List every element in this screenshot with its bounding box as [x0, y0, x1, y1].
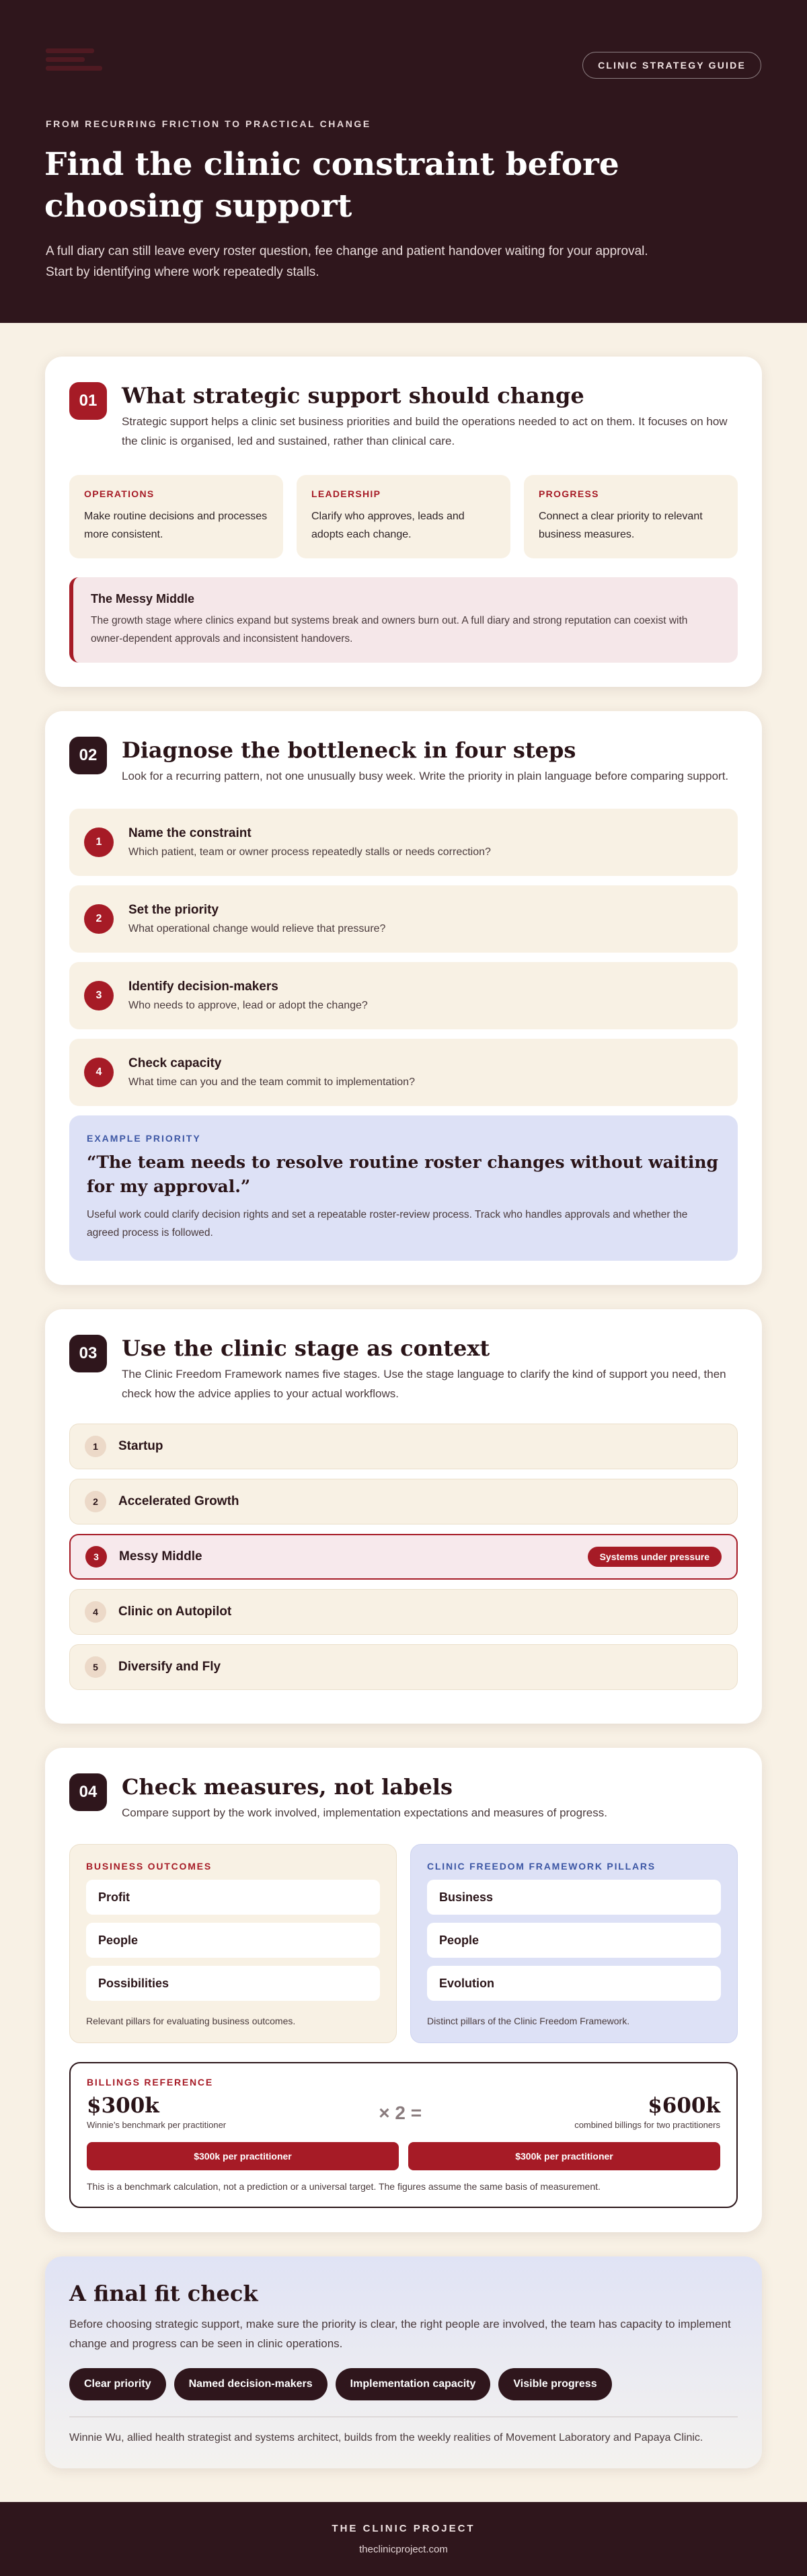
stage-clinic-on-autopilot	[69, 1589, 738, 1635]
billings-reference	[69, 2062, 738, 2208]
billings-left-caption: Winnie’s benchmark per practitioner	[87, 2120, 227, 2130]
step-text: What time can you and the team commit to implementation?	[128, 1076, 415, 1088]
stage-startup	[69, 1424, 738, 1469]
pillar-item: Evolution	[427, 1966, 721, 2001]
stage-diversify-and-fly	[69, 1644, 738, 1690]
step-title: Set the priority	[128, 903, 219, 917]
section-number: 03	[69, 1335, 107, 1372]
billings-right-caption: combined billings for two practitioners	[574, 2120, 720, 2130]
stage-number: 3	[85, 1546, 107, 1568]
stage-label: Messy Middle	[119, 1549, 202, 1563]
panel-note: Distinct pillars of the Clinic Freedom Framework.	[427, 2016, 630, 2026]
section-title: Diagnose the bottleneck in four steps	[122, 737, 576, 763]
section-title: Use the clinic stage as context	[122, 1335, 490, 1361]
billings-label: BILLINGS REFERENCE	[87, 2077, 213, 2088]
section-title: What strategic support should change	[122, 383, 584, 408]
callout-text: The growth stage where clinics expand but systems break and owners burn out. A full diary and strong reputation can coexist with owner-dependent approvals and inconsistent handovers.	[91, 615, 688, 645]
area-leadership	[297, 475, 510, 558]
step-item	[69, 962, 738, 1029]
section-description: The Clinic Freedom Framework names five stages. Use the stage language to clarify the kind of support you need, then check how the advice applies to your actual workflows.	[122, 1368, 726, 1400]
stage-label: Clinic on Autopilot	[118, 1605, 232, 1619]
billings-right-value: $600k	[648, 2094, 720, 2118]
page-title: Find the clinic constraint before choosing support	[44, 146, 619, 225]
stage-status-badge: Systems under pressure	[588, 1547, 722, 1567]
section-number: 01	[69, 382, 107, 420]
billings-bar: $300k per practitioner	[408, 2142, 720, 2170]
footer-website-link[interactable]: theclinicproject.com	[359, 2544, 448, 2555]
billings-left-value: $300k	[87, 2094, 159, 2118]
hero-kicker: FROM RECURRING FRICTION TO PRACTICAL CHANGE	[46, 118, 371, 129]
main-content	[0, 323, 807, 2502]
step-title: Name the constraint	[128, 826, 252, 840]
stage-number: 5	[85, 1656, 106, 1678]
step-title: Check capacity	[128, 1056, 222, 1070]
section-clinic-stage	[45, 1309, 762, 1724]
step-text: Which patient, team or owner process repeatedly stalls or needs correction?	[128, 846, 491, 858]
pillar-item: Business	[427, 1880, 721, 1915]
step-item	[69, 885, 738, 953]
outcome-item: Possibilities	[86, 1966, 380, 2001]
step-text: What operational change would relieve that pressure?	[128, 923, 386, 934]
area-label: PROGRESS	[539, 488, 599, 499]
step-number: 4	[84, 1058, 114, 1087]
hero-intro: A full diary can still leave every roster question, fee change and patient handover waiting for your approval. Start by identifying where work repeatedly stalls.	[46, 244, 648, 279]
section-description: Look for a recurring pattern, not one unusually busy week. Write the priority in plain language before comparing support.	[122, 770, 729, 782]
guide-badge: CLINIC STRATEGY GUIDE	[582, 52, 761, 79]
messy-middle-callout	[69, 577, 738, 663]
area-label: LEADERSHIP	[311, 488, 381, 499]
section-description: Compare support by the work involved, implementation expectations and measures of progress.	[122, 1806, 607, 1819]
footer-brand: THE CLINIC PROJECT	[332, 2523, 475, 2534]
stage-number: 2	[85, 1491, 106, 1512]
example-text: Useful work could clarify decision rights and set a repeatable roster-review process. Track who handles approvals and whether the agreed process is followed.	[87, 1209, 688, 1239]
example-priority	[69, 1115, 738, 1261]
section-title: Check measures, not labels	[122, 1774, 453, 1800]
stage-number: 1	[85, 1436, 106, 1457]
final-text: Before choosing strategic support, make sure the priority is clear, the right people are involved, the team has capacity to implement change and progress can be seen in clinic operations.	[69, 2318, 731, 2350]
stage-label: Diversify and Fly	[118, 1660, 221, 1674]
step-number: 3	[84, 981, 114, 1010]
author-credit: Winnie Wu, allied health strategist and systems architect, builds from the weekly realities of Movement Laboratory and Papaya Clinic.	[69, 2432, 703, 2443]
section-number: 02	[69, 737, 107, 774]
clinic-project-logo[interactable]	[46, 48, 126, 78]
area-operations	[69, 475, 283, 558]
chip-named-decision-makers: Named decision-makers	[174, 2368, 328, 2400]
business-outcomes-panel	[69, 1844, 397, 2043]
stage-accelerated-growth	[69, 1479, 738, 1524]
stage-number: 4	[85, 1601, 106, 1623]
final-title: A final fit check	[69, 2281, 258, 2306]
chip-visible-progress: Visible progress	[498, 2368, 611, 2400]
step-number: 1	[84, 827, 114, 857]
chip-implementation-capacity: Implementation capacity	[336, 2368, 491, 2400]
area-text: Connect a clear priority to relevant business measures.	[539, 511, 703, 540]
final-fit-check	[45, 2256, 762, 2468]
billings-note: This is a benchmark calculation, not a prediction or a universal target. The figures assume the same basis of measurement.	[87, 2181, 601, 2192]
step-title: Identify decision-makers	[128, 980, 278, 994]
step-item	[69, 809, 738, 876]
stage-label: Startup	[118, 1439, 163, 1453]
step-item	[69, 1039, 738, 1106]
section-diagnose-bottleneck	[45, 711, 762, 1285]
area-text: Make routine decisions and processes more consistent.	[84, 511, 268, 540]
panel-label: BUSINESS OUTCOMES	[86, 1861, 212, 1872]
section-check-measures	[45, 1748, 762, 2232]
step-number: 2	[84, 904, 114, 934]
example-label: EXAMPLE PRIORITY	[87, 1133, 201, 1144]
step-text: Who needs to approve, lead or adopt the change?	[128, 1000, 368, 1011]
panel-note: Relevant pillars for evaluating business outcomes.	[86, 2016, 296, 2026]
panel-label: CLINIC FREEDOM FRAMEWORK PILLARS	[427, 1861, 656, 1872]
stage-label: Accelerated Growth	[118, 1494, 239, 1508]
callout-title: The Messy Middle	[91, 592, 195, 605]
footer	[0, 2502, 807, 2576]
billings-bar: $300k per practitioner	[87, 2142, 399, 2170]
pillar-item: People	[427, 1923, 721, 1958]
billings-operator: × 2 =	[379, 2102, 422, 2123]
section-description: Strategic support helps a clinic set business priorities and build the operations needed to act on them. It focuses on how the clinic is organised, led and sustained, rather than clinical care.	[122, 415, 728, 447]
area-progress	[524, 475, 738, 558]
outcome-item: People	[86, 1923, 380, 1958]
outcome-item: Profit	[86, 1880, 380, 1915]
section-number: 04	[69, 1773, 107, 1811]
example-quote: “The team needs to resolve routine roster changes without waiting for my approval.”	[87, 1152, 719, 1196]
stage-messy-middle	[69, 1534, 738, 1580]
area-text: Clarify who approves, leads and adopts each change.	[311, 511, 465, 540]
chip-clear-priority: Clear priority	[69, 2368, 166, 2400]
hero	[0, 0, 807, 323]
area-label: OPERATIONS	[84, 488, 155, 499]
framework-pillars-panel	[410, 1844, 738, 2043]
section-strategic-support	[45, 357, 762, 687]
